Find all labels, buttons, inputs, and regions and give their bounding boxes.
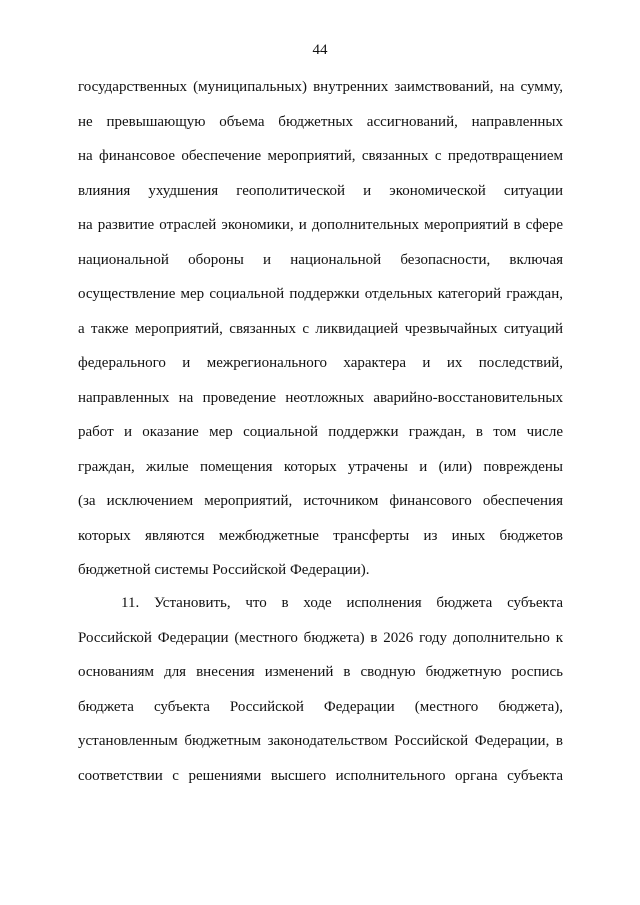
text-line: Российской Федерации (местного бюджета) в 2026 году дополнительно к [78, 629, 563, 646]
text-line: работ и оказание мер социальной поддержки граждан, в том числе [78, 424, 563, 440]
text-line: на финансовое обеспечение мероприятий, связанных с предотвращением [78, 148, 563, 164]
text-line: государственных (муниципальных) внутренних заимствований, на сумму, [78, 79, 563, 95]
text-line: бюджета субъекта Российской Федерации (местного бюджета), [78, 698, 563, 715]
text-line: основаниям для внесения изменений в сводную бюджетную роспись [78, 664, 563, 680]
text-line: 11. Установить, что в ходе исполнения бюджета субъекта [121, 595, 563, 611]
paragraph-1 [78, 70, 563, 588]
text-line: направленных на проведение неотложных аварийно-восстановительных [78, 389, 563, 406]
text-line: соответствии с решениями высшего исполнительного органа субъекта [78, 767, 563, 784]
text-line: влияния ухудшения геополитической и экономической ситуации [78, 182, 563, 199]
text-line: (за исключением мероприятий, источником финансового обеспечения [78, 493, 563, 509]
text-line: установленным бюджетным законодательством Российской Федерации, в [78, 733, 563, 749]
text-line: национальной обороны и национальной безопасности, включая [78, 251, 563, 268]
text-line: а также мероприятий, связанных с ликвидацией чрезвычайных ситуаций [78, 320, 563, 337]
text-line: не превышающую объема бюджетных ассигнований, направленных [78, 113, 563, 130]
text-line: осуществление мер социальной поддержки отдельных категорий граждан, [78, 286, 563, 302]
text-line: бюджетной системы Российской Федерации). [78, 562, 370, 578]
text-line: федерального и межрегионального характера и их последствий, [78, 355, 563, 371]
text-line: на развитие отраслей экономики, и дополнительных мероприятий в сфере [78, 217, 563, 233]
text-line: граждан, жилые помещения которых утрачены и (или) повреждены [78, 458, 563, 475]
text-line: которых являются межбюджетные трансферты из иных бюджетов [78, 527, 563, 544]
page-number: 44 [312, 42, 328, 58]
paragraph-2 [78, 586, 563, 793]
